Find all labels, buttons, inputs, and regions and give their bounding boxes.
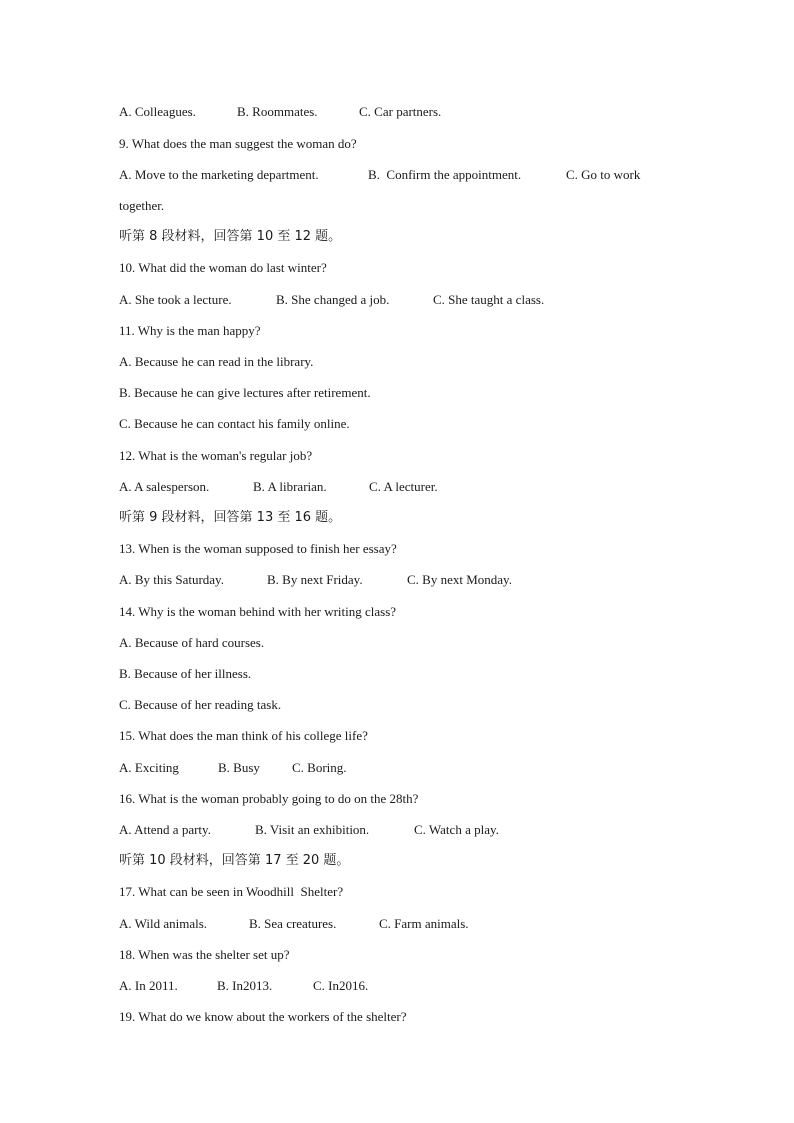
answer-option: C. In2016.: [313, 978, 369, 993]
answer-option: B. A librarian.: [253, 479, 327, 494]
question-text: 12. What is the woman's regular job?: [119, 448, 313, 463]
answer-option: A. In 2011.: [119, 978, 178, 993]
question-text: 18. When was the shelter set up?: [119, 947, 290, 962]
question-text: 15. What does the man think of his college life?: [119, 728, 368, 743]
question-text: 14. Why is the woman behind with her writing class?: [119, 604, 397, 619]
question-text: 11. Why is the man happy?: [119, 323, 261, 338]
answer-text: B. Because of her illness.: [119, 666, 252, 681]
question-text: 19. What do we know about the workers of the shelter?: [119, 1009, 407, 1024]
question-text: 13. When is the woman supposed to finish her essay?: [119, 541, 397, 556]
answer-option: C. Go to work: [566, 167, 641, 182]
answer-option: B. She changed a job.: [276, 292, 390, 307]
question-text: 16. What is the woman probably going to do on the 28th?: [119, 791, 419, 806]
answer-option: C. Boring.: [292, 760, 347, 775]
answer-option: C. By next Monday.: [407, 572, 512, 587]
answer-option: B. Sea creatures.: [249, 916, 337, 931]
question-text: 17. What can be seen in Woodhill Shelter?: [119, 884, 344, 899]
answer-text: C. Because he can contact his family online.: [119, 416, 350, 431]
answer-option: B. Confirm the appointment.: [368, 167, 522, 182]
answer-option: A. Colleagues.: [119, 104, 196, 119]
answer-text: A. Because he can read in the library.: [119, 354, 314, 369]
answer-option: C. She taught a class.: [433, 292, 545, 307]
answer-option: B. Roommates.: [237, 104, 318, 119]
section-instruction: 听第 8 段材料，回答第 10 至 12 题。: [119, 229, 342, 244]
answer-option: C. A lecturer.: [369, 479, 438, 494]
answer-option: B. Busy: [218, 760, 260, 775]
section-instruction: 听第 9 段材料，回答第 13 至 16 题。: [119, 510, 342, 525]
answer-text: together.: [119, 198, 165, 213]
answer-option: B. In2013.: [217, 978, 273, 993]
section-instruction: 听第 10 段材料，回答第 17 至 20 题。: [119, 853, 350, 868]
answer-option: A. Wild animals.: [119, 916, 208, 931]
question-text: 9. What does the man suggest the woman do?: [119, 136, 357, 151]
answer-option: C. Farm animals.: [379, 916, 469, 931]
question-text: 10. What did the woman do last winter?: [119, 260, 327, 275]
answer-option: A. Exciting: [119, 760, 179, 775]
answer-option: C. Watch a play.: [414, 822, 499, 837]
answer-option: C. Car partners.: [359, 104, 442, 119]
answer-option: A. By this Saturday.: [119, 572, 224, 587]
answer-option: B. Visit an exhibition.: [255, 822, 370, 837]
answer-option: A. A salesperson.: [119, 479, 210, 494]
answer-text: B. Because he can give lectures after retirement.: [119, 385, 371, 400]
answer-text: C. Because of her reading task.: [119, 697, 282, 712]
answer-option: A. Attend a party.: [119, 822, 211, 837]
answer-option: A. Move to the marketing department.: [119, 167, 319, 182]
answer-option: B. By next Friday.: [267, 572, 363, 587]
answer-text: A. Because of hard courses.: [119, 635, 265, 650]
answer-option: A. She took a lecture.: [119, 292, 232, 307]
